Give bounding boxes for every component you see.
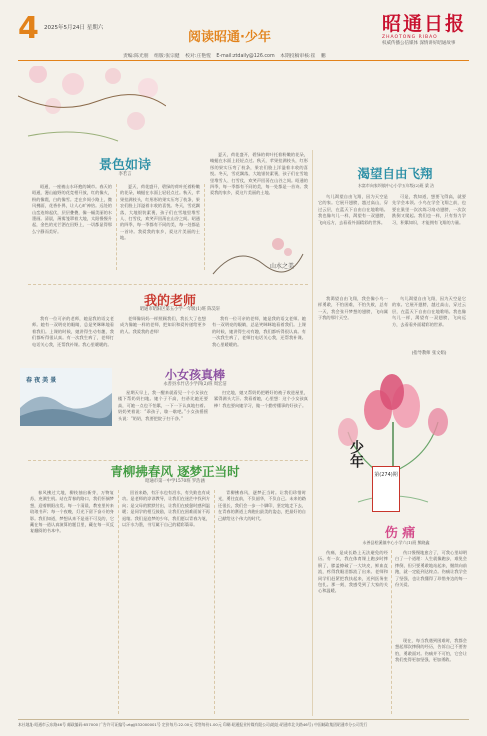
page-number: 4 xyxy=(18,11,39,46)
article-title-青柳拂春风: 青柳拂春风 逐梦正当时 xyxy=(110,464,240,479)
teacher-credit: (指导教师 张文娟) xyxy=(411,351,447,356)
issue-number-label: 第(274)期 xyxy=(372,466,400,512)
article-author: 昭通市昭阳区第五小学一年级(1)班 陈昊轩 xyxy=(139,307,221,312)
article-body: 春风拂过大地，柳枝抽出新芽，万物复苏，充满生机。站在青春的路口，我们怀揣梦想，迎着朝阳出发。每一个清晨，教室里传来琅琅书声；每一个夜晚，灯光下留下奋斗的身影。我们知道，梦想从来不是遥不可及的，它藏在每一道认真演算的题目里，藏在每一页反复翻阅的书本中。 xyxy=(30,490,114,534)
article-body: 昭通，一座被山水环抱的城市。春天的昭通，漫山遍野的花竞相开放，红的像火，粉的像霞，白的像雪。走在乡间小路上，微风拂面，花香扑鼻，让人心旷神怡。远处的山峦连绵起伏，层层叠叠，像一幅美丽的水墨画。清晨，薄雾笼罩着大地，太阳慢慢升起，金色的光芒洒在田野上，一切都显得那么宁静而美好。 xyxy=(32,184,112,234)
article-body: 可是，我知道，想要飞得高，就要先学会本领。小鸟在学会飞翔之前，也要在巢里一次次练习扇动翅膀，一次次跌倒又爬起。我们也一样，只有努力学习，积累知识，才能拥有飞翔的力量。 xyxy=(392,194,466,225)
article-body: 星期天早上，我一醒来就看见一个小女孩在楼下帮奶奶扫地。她个子不高，扫帚比她还要高，可她一点也不怕累，一下一下认真地扫着。奶奶笑着说：“乖孩子，歇一歇吧。”小女孩摇摇头说：“奶奶，我要把院子扫干净。” xyxy=(118,390,208,421)
logo-tagline-2: 深情讲好昭通故事 xyxy=(419,41,456,46)
article-title-伤痛: 伤 痛 xyxy=(384,526,416,541)
article-body: 鸟儿渴望自由飞翔，因为天空是它的家。它展开翅膀，越过高山，穿过云层，在蓝天下自由自在地歌唱。我也像鸟儿一样，渴望有一双翅膀，飞向远方，去看看外面精彩的世界。 xyxy=(318,194,388,225)
svg-text:春 夜 美 景: 春 夜 美 景 xyxy=(26,377,57,384)
article-title-我的老师: 我的老师 xyxy=(143,294,196,309)
section-title: 阅读昭通·少年 xyxy=(188,30,271,45)
footer-info: 本社地址:昭通市云东路46号 邮政编码:657000 广告许可证编号:ztgjj532000001号 定价每月:22.00元 零售每份1.00元 印刷:昭通报业传媒有限公司(地址:昭通市北关路46号) 中国邮政集团昭通市分公司发行 xyxy=(18,722,368,727)
article-body: 我有一位可亲的老师，她是我的语文老师。她有一双明亮的眼睛，总是笑眯眯地看着我们。上课的时候，她讲得生动有趣，我们都听得很认真。有一次我生病了，老师打电话关心我，还帮我补课。我心里暖暖的。 xyxy=(32,316,114,347)
article-author: 李若言 xyxy=(118,172,132,177)
article-body: 老师像妈妈一样照顾我们，我长大了也想成为像她一样的老师，把知识和爱传递给更多的人。我爱我的老师！ xyxy=(120,316,206,334)
article-body: 现在，每当我遇到困难时，我都会想起那次摔倒的经历，告诉自己不要害怕，勇敢面对。伤痛并不可怕，它会让我们变得更加坚强，更加勇敢。 xyxy=(395,638,467,663)
vertical-art-text: 少年 xyxy=(348,440,364,468)
svg-text:山水之美: 山水之美 xyxy=(270,263,295,270)
logo-title: 昭通日报 xyxy=(382,13,467,35)
article-body-continued: 夏天，荷花盛开，碧绿的荷叶托着粉嫩的花朵，蜻蜓在水面上轻轻点过。秋天，苹果挂满枝头，红彤彤的果实压弯了枝条，果农们脸上洋溢着丰收的喜悦。冬天，雪花飘落，大地银装素裹，孩子们在雪地里堆雪人、打雪仗，欢笑声回荡在山谷之间。昭通的四季，每一季都有不同的美，每一处都是一首诗。我爱我的家乡，爱这片美丽的土地。 xyxy=(210,152,308,196)
article-body: 青柳拂春风，逐梦正当时。让我们珍惜时光，勇往直前，不负韶华，不负自己。未来的路还很长，我们会一步一个脚印，坚定地走下去，在青春的赛道上奔跑出最美的姿态，把最好的自己献给这个伟大的时代。 xyxy=(218,490,306,521)
article-author: 永善县桧溪镇中心小学六(1)班 熊晓鑫 xyxy=(362,540,430,545)
article-body: 夏天，荷花盛开，碧绿的荷叶托着粉嫩的花朵，蜻蜓在水面上轻轻点过。秋天，苹果挂满枝头，红彤彤的果实压弯了枝条，果农们脸上洋溢着丰收的喜悦。冬天，雪花飘落，大地银装素裹，孩子们在雪地里堆雪人、打雪仗，欢笑声回荡在山谷之间。昭通的四季，每一季都有不同的美，每一处都是一首诗。我爱我的家乡，爱这片美丽的土地。 xyxy=(120,184,200,241)
ink-painting-illustration xyxy=(208,224,308,280)
logo-english: ZHAOTONG RIBAO xyxy=(382,35,438,40)
article-title-小女孩真棒: 小女孩真棒 xyxy=(164,368,225,382)
article-body: 伤痛，是成长路上无法避免的经历。有一次，我在体育课上跑步时摔倒了，膝盖擦破了一大块皮，鲜血直流，疼得我眼泪都流了出来。老师和同学们赶紧把我扶起来，送到医务室包扎。那一刻，我感受到了大家的关心和温暖。 xyxy=(318,550,388,594)
header-rule xyxy=(18,60,469,61)
article-body: 鸟儿渴望自由飞翔，因为天空是它的家。它展开翅膀，越过高山，穿过云层，在蓝天下自由自在地歌唱。我也像鸟儿一样，渴望有一双翅膀，飞向远方，去看看外面精彩的世界。 xyxy=(392,296,466,327)
article-title-渴望自由飞翔: 渴望自由飞翔 xyxy=(357,166,433,181)
flower-illustration xyxy=(18,66,166,152)
newspaper-logo xyxy=(382,13,466,53)
ink-art-photo xyxy=(20,368,112,426)
article-author: 水富市向家坝镇中心小学五年级(2)班 梁 洁 xyxy=(357,183,435,188)
editor-credits: 责编:陈光朋 组版:张宗健 校对:庄艳惺 E-mail:ztdaily@126.com 本期投稿审核:崔 鹏 xyxy=(123,54,326,59)
article-body: 扫完地，她又帮奶奶把晒好的被子收进屋里，累得满头大汗。我看着她，心里想：这个小女孩真棒！我也要向她学习，做一个勤劳懂事的好孩子。 xyxy=(214,390,308,408)
article-body: 我渴望自由飞翔，我会像小鸟一样勇敢，不怕困难，不怕失败，总有一天，我会张开梦想的翅膀，飞向属于我的那片天空。 xyxy=(318,296,388,321)
logo-tagline-1: 权威传播公信媒体 xyxy=(382,41,418,46)
article-body: 回首来路，有汗水也有泪水，有失败也有成功。是老师的谆谆教导，让我们在迷茫中找到方向；是父母的默默付出，让我们在疲惫时感到温暖；是同学的相互鼓励，让我们在困难面前不再退缩。我们是追梦的少年，我们愿以青春为笔，以汗水为墨，书写属于自己的精彩篇章。 xyxy=(122,490,210,528)
article-body: 我有一位可亲的老师，她是我的语文老师。她有一双明亮的眼睛，总是笑眯眯地看着我们。上课的时候，她讲得生动有趣，我们都听得很认真。有一次我生病了，老师打电话关心我，还帮我补课。我心里暖暖的。 xyxy=(212,316,306,347)
article-body: 伤口慢慢地愈合了，可我心里却明白了一个道理：人生就像跑步，难免会摔倒，但只要勇敢地站起来，继续向前跑，就一定能到达终点。伤痛让我学会了坚强，也让我懂得了珍惜身边的每一份关爱。 xyxy=(395,550,467,588)
article-author: 昭通市第一中学1570班 罗浩涵 xyxy=(145,479,205,484)
article-title-景色如诗: 景色如诗 xyxy=(98,158,151,173)
issue-date: 2025年5月24日 星期六 xyxy=(44,25,104,31)
article-author: 永善县水竹店小学四(2)班 周宏洁 xyxy=(163,382,227,387)
